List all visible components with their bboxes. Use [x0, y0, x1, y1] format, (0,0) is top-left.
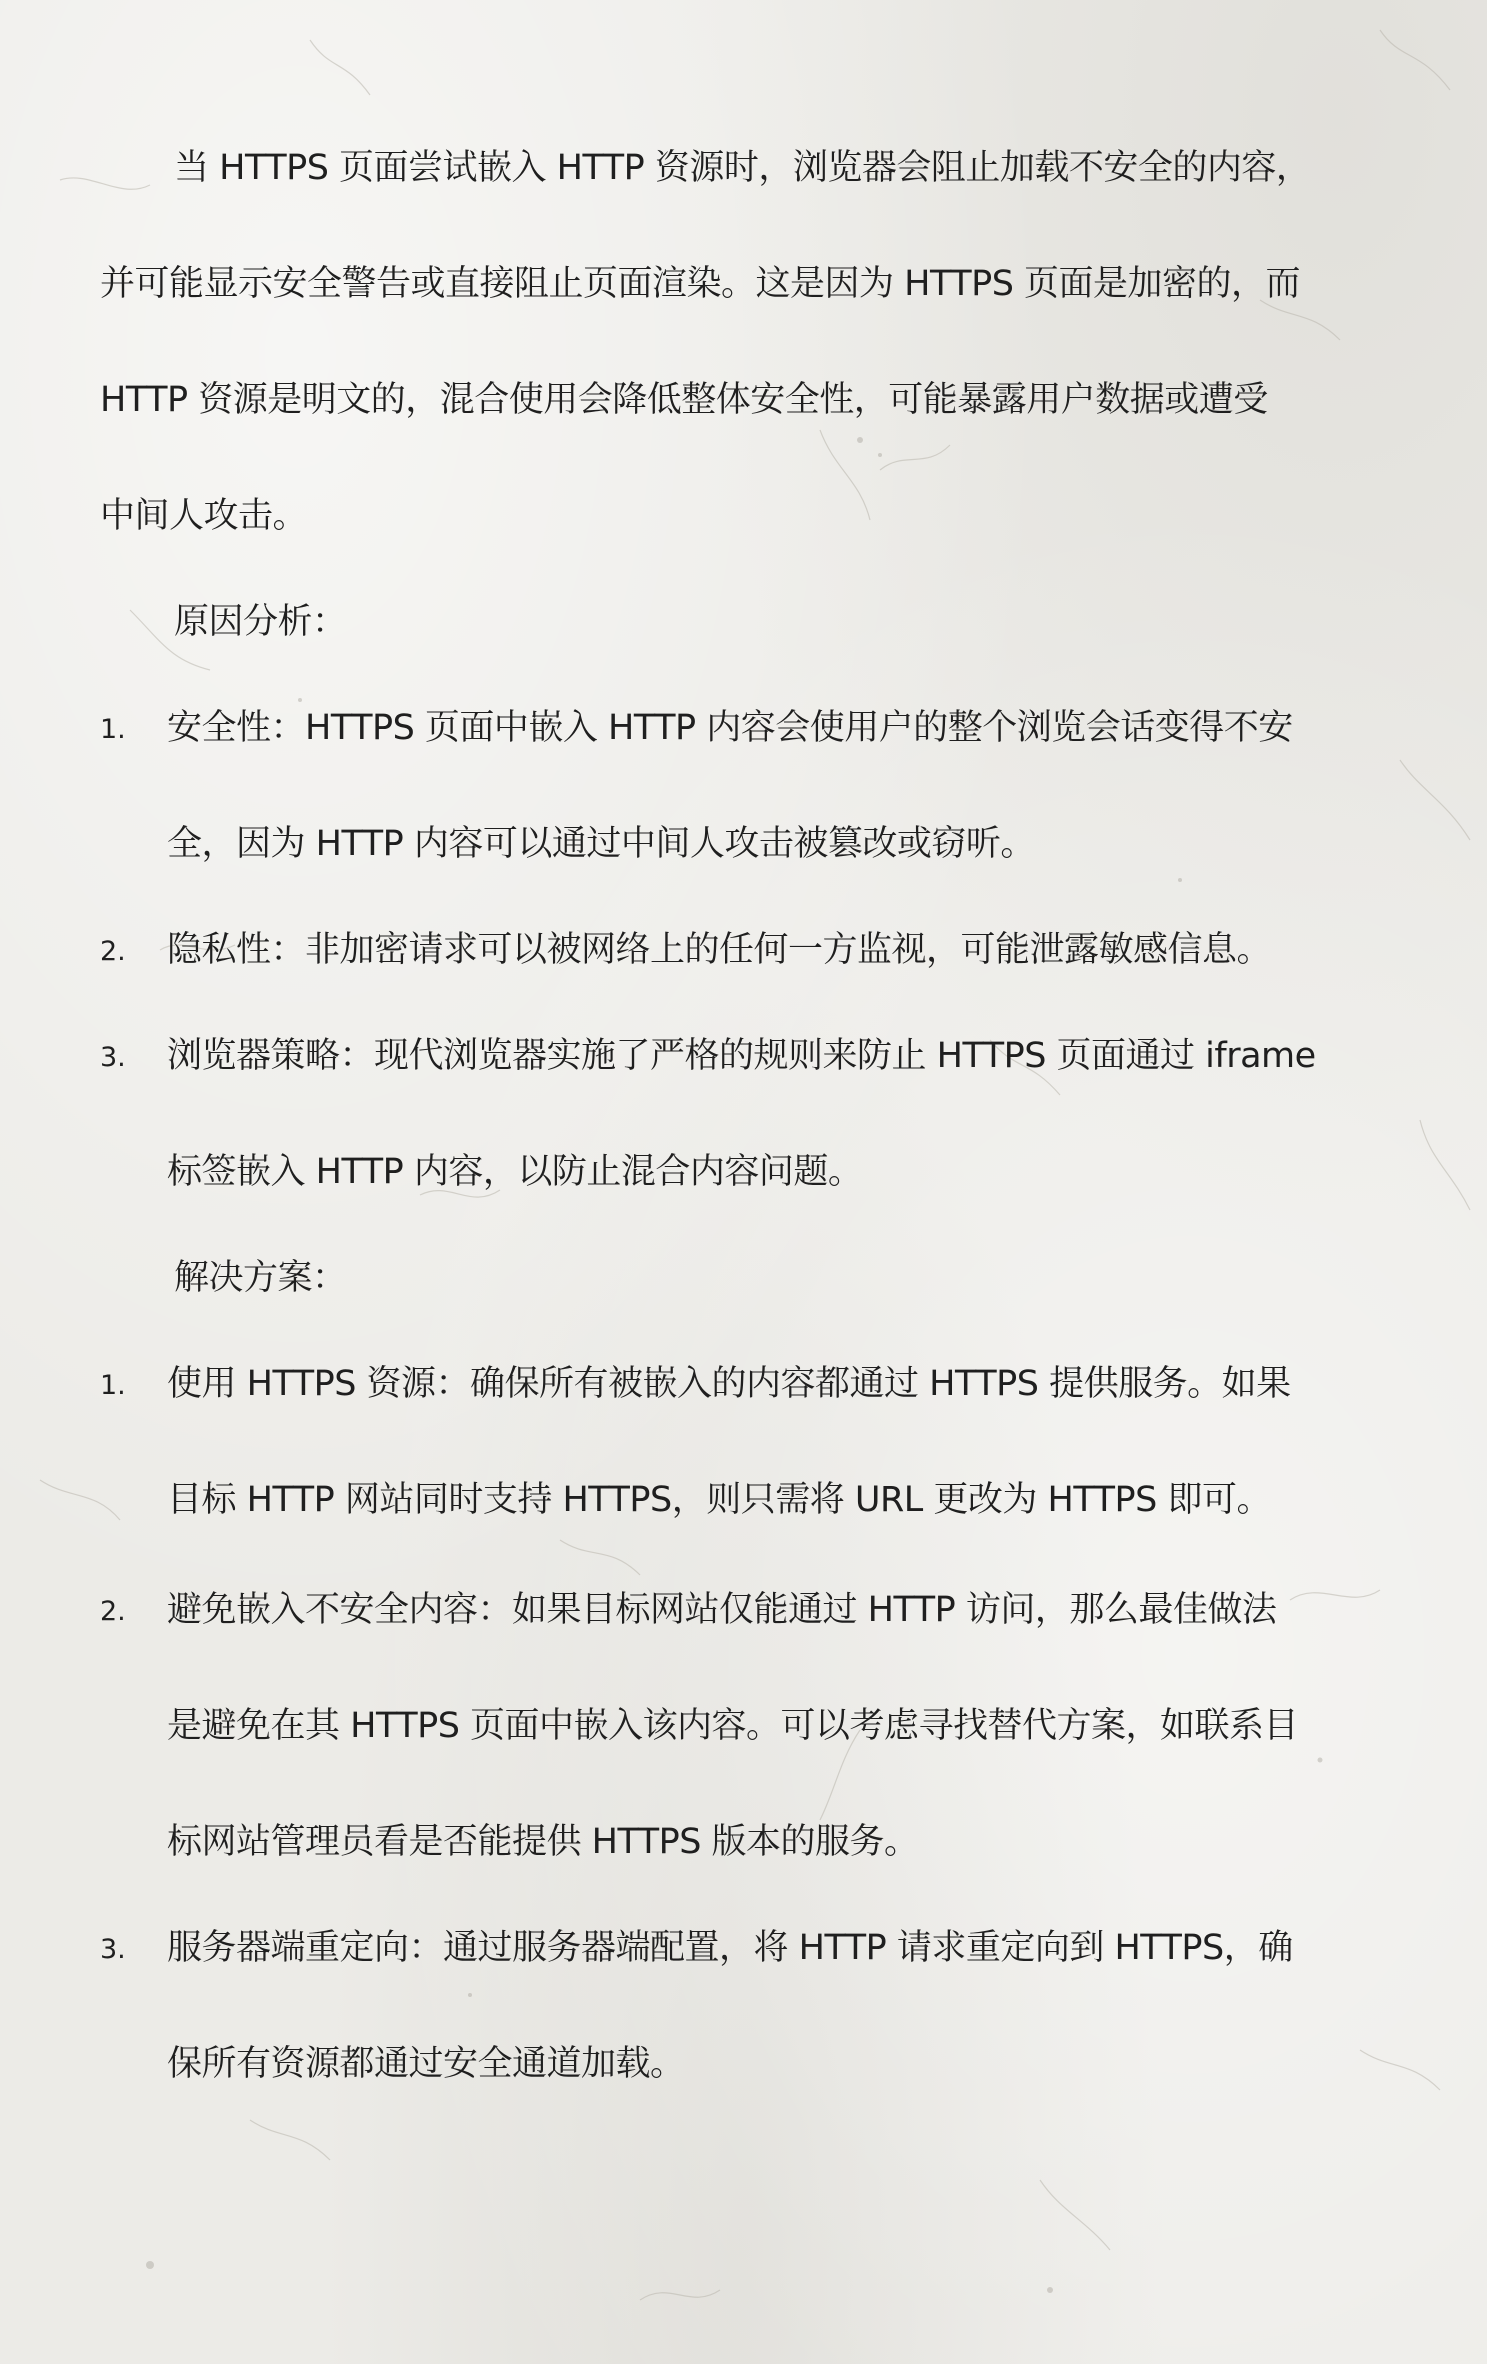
list-item-line: 浏览器策略：现代浏览器实施了严格的规则来防止 HTTPS 页面通过 iframe	[167, 1036, 1316, 1076]
intro-line: 当 HTTPS 页面尝试嵌入 HTTP 资源时，浏览器会阻止加载不安全的内容，	[174, 148, 1311, 188]
list-item-line: 服务器端重定向：通过服务器端配置，将 HTTP 请求重定向到 HTTPS，确	[167, 1928, 1293, 1968]
intro-line: 并可能显示安全警告或直接阻止页面渲染。这是因为 HTTPS 页面是加密的，而	[100, 264, 1301, 304]
list-number: 2.	[100, 936, 126, 967]
list-item-line: 使用 HTTPS 资源：确保所有被嵌入的内容都通过 HTTPS 提供服务。如果	[167, 1364, 1291, 1404]
list-number: 3.	[100, 1042, 126, 1073]
list-item-line: 保所有资源都通过安全通道加载。	[167, 2044, 685, 2084]
list-number: 2.	[100, 1596, 126, 1627]
intro-line: 中间人攻击。	[100, 496, 308, 536]
list-item-line: 标网站管理员看是否能提供 HTTPS 版本的服务。	[167, 1822, 919, 1862]
list-number: 1.	[100, 714, 126, 745]
list-number: 3.	[100, 1934, 126, 1965]
intro-line: HTTP 资源是明文的，混合使用会降低整体安全性，可能暴露用户数据或遭受	[100, 380, 1268, 420]
list-number: 1.	[100, 1370, 126, 1401]
list-item-line: 安全性：HTTPS 页面中嵌入 HTTP 内容会使用户的整个浏览会话变得不安	[167, 708, 1293, 748]
list-item-line: 隐私性：非加密请求可以被网络上的任何一方监视，可能泄露敏感信息。	[167, 930, 1272, 970]
list-item-line: 标签嵌入 HTTP 内容，以防止混合内容问题。	[167, 1152, 863, 1192]
list-item-line: 全，因为 HTTP 内容可以通过中间人攻击被篡改或窃听。	[167, 824, 1035, 864]
list-item-line: 是避免在其 HTTPS 页面中嵌入该内容。可以考虑寻找替代方案，如联系目	[167, 1706, 1299, 1746]
solutions-heading: 解决方案：	[174, 1258, 347, 1298]
reasons-heading: 原因分析：	[174, 602, 347, 642]
list-item-line: 目标 HTTP 网站同时支持 HTTPS，则只需将 URL 更改为 HTTPS 即可。	[167, 1480, 1271, 1520]
list-item-line: 避免嵌入不安全内容：如果目标网站仅能通过 HTTP 访问，那么最佳做法	[167, 1590, 1277, 1630]
